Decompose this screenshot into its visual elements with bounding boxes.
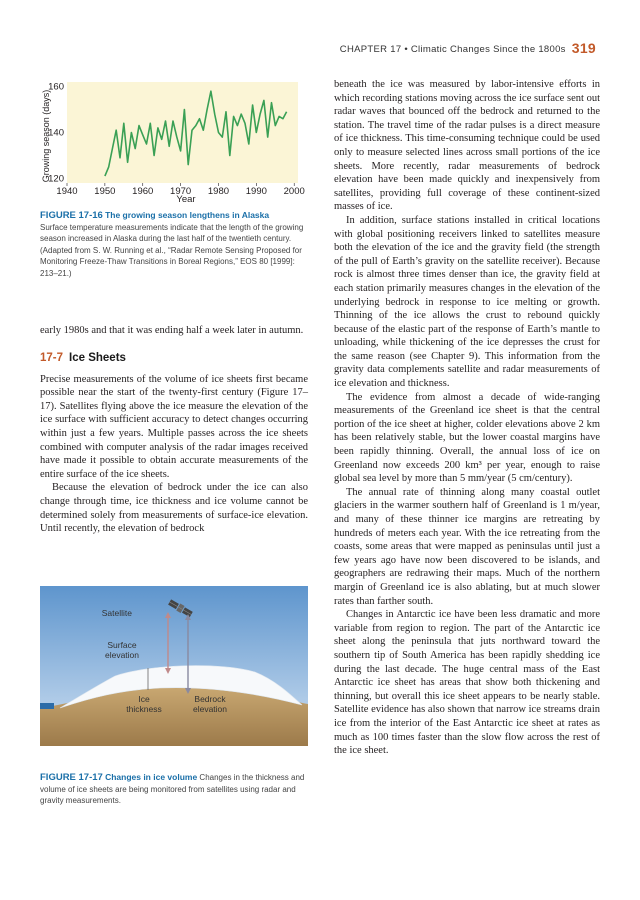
section-title: Ice Sheets [69, 351, 126, 364]
x-tick-label: 2000 [283, 186, 305, 197]
chapter-label: CHAPTER 17 • Climatic Changes Since the 1800s [339, 44, 566, 55]
surface-elevation-label: Surface elevation [104, 640, 140, 660]
figure-16-body: Surface temperature measurements indicate that the length of the growing season increased in Alaska during the last half of the twentieth century. (Adapted from S. W. Running et al., “Radar Remote Sensing Proposed for Monitoring Freeze-Thaw Transitions in Boreal Regions,” EOS 80 [1999]: 213–21.) [40, 222, 304, 278]
y-tick-label: 160 [48, 81, 64, 93]
section-heading [40, 352, 308, 364]
section-number: 17-7 [40, 351, 64, 364]
ice-volume-diagram [40, 586, 308, 746]
x-tick-label: 1970 [170, 186, 192, 197]
paragraph: Because the elevation of bedrock under the ice can also change through time, ice thickness and ice volume cannot be determined solely from measurements of surface-ice elevation. Until recently, the elevation of bedrock [40, 482, 308, 535]
ice-thickness-label: Ice thickness [126, 694, 162, 714]
figure-17-label: FIGURE 17-17 [40, 772, 103, 783]
ocean [40, 703, 54, 709]
figure-16-label: FIGURE 17-16 [40, 210, 103, 221]
y-axis-label: Growing season (days) [41, 89, 51, 183]
figure-16-title: The growing season lengthens in Alaska [105, 210, 270, 220]
figure-17-body: Changes in the thickness and volume of ice sheets are being monitored from satellites using radar and gravity measurements. [40, 773, 305, 805]
right-column [334, 78, 600, 758]
satellite-label: Satellite [101, 608, 132, 618]
y-tick-label: 120 [48, 173, 64, 185]
running-header [340, 40, 596, 56]
x-axis-label: Year [176, 194, 196, 204]
paragraph: In addition, surface stations installed in critical locations with global positioning receivers linked to satellites measure both the elevation of the ice and the gravity field (the strength of the pull of Earth’s gravity on the satellite receiver). Because rock is almost three times denser than ice, the gravity field at each station primarily measures changes in the elevation of the underlying bedrock in response to ice melting or growth. Thinning of the ice allows the crust to rebound quickly because of the elastic part of the response of Earth’s mantle to unloading, while thickening of the ice depresses the crust for the same reason (see Chapter 9). This information from the gravity data complements satellite and radar measurements of ice elevation and thickness. [334, 214, 600, 390]
x-tick-label: 1960 [132, 186, 154, 197]
x-tick-label: 1940 [56, 186, 78, 197]
figure-17-caption [40, 772, 308, 807]
x-tick-label: 1990 [245, 186, 267, 197]
figure-17-title: Changes in ice volume [105, 772, 198, 782]
y-tick-label: 140 [48, 127, 64, 139]
paragraph: beneath the ice was measured by labor-intensive efforts in which recording stations moving across the ice surface sent out radar waves that bounced off the bedrock and returned to the station. The travel time of the radar pulses is a direct measure of ice thickness. This time-consuming technique could be used only to measure selected lines across small portions of the ice sheets. More recently, radar measurements of bedrock elevation have been made quickly and inexpensively from satellites, providing full coverage of these continent-sized masses of ice. [334, 79, 600, 213]
paragraph: early 1980s and that it was ending half a week later in autumn. [40, 325, 304, 336]
x-tick-label: 1950 [94, 186, 116, 197]
page-number: 319 [571, 40, 596, 56]
growing-season-chart [40, 78, 308, 204]
x-tick-label: 1980 [207, 186, 230, 197]
figure-16-caption [40, 210, 308, 279]
bedrock-elevation-label: Bedrock elevation [192, 694, 228, 714]
paragraph: The annual rate of thinning along many coastal outlet glaciers in the warmer southern half of Greenland is 1 m/year, and many of these thinner ice margins are retreating by hundreds of meters each year. With the ice retreating from the coasts, some areas that were mapped as peninsulas until just a few years ago have now been discovered to be islands, and geographers are redrawing their maps. Much of the northern margin of Greenland ice is also ablating, but at much slower rates than farther south. [334, 486, 600, 607]
left-text-block [40, 324, 308, 536]
paragraph: Precise measurements of the volume of ice sheets first became possible near the start of the twenty-first century (Figure 17–17). Satellites flying above the ice measure the elevation of the ice surface with sufficient accuracy to detect changes occurring within just a few years. Multiple passes across the ice sheets combined with computer analysis of the radar images received have made it possible to obtain accurate measurements of the entire surface of the ice sheets. [40, 373, 308, 480]
paragraph: Changes in Antarctic ice have been less dramatic and more variable from region to region. The part of the Antarctic ice sheet along the peninsula that juts northward toward the southern tip of South America has been rapidly shedding ice during the last decade. The huge central mass of the East Antarctic ice sheet has areas that show both thickening and thinning, but overall this ice sheet appears to be nearly stable. Satellite evidence has also shown that narrow ice streams drain ice from the interior of the East Antarctic ice sheet at rates as much as 100 times faster than the slow flow across the rest of the ice sheet. [334, 609, 600, 757]
paragraph: The evidence from almost a decade of wide-ranging measurements of the Greenland ice sheet is that the central portion of the ice sheet at higher, colder elevations above 2 km has been relatively stable, but the lower coastal margins have been rapidly thinning. Overall, the annual loss of ice on Greenland now exceeds 200 km³ per year, enough to raise global sea level by more than 5 mm/year (5 cm/century). [334, 391, 600, 485]
